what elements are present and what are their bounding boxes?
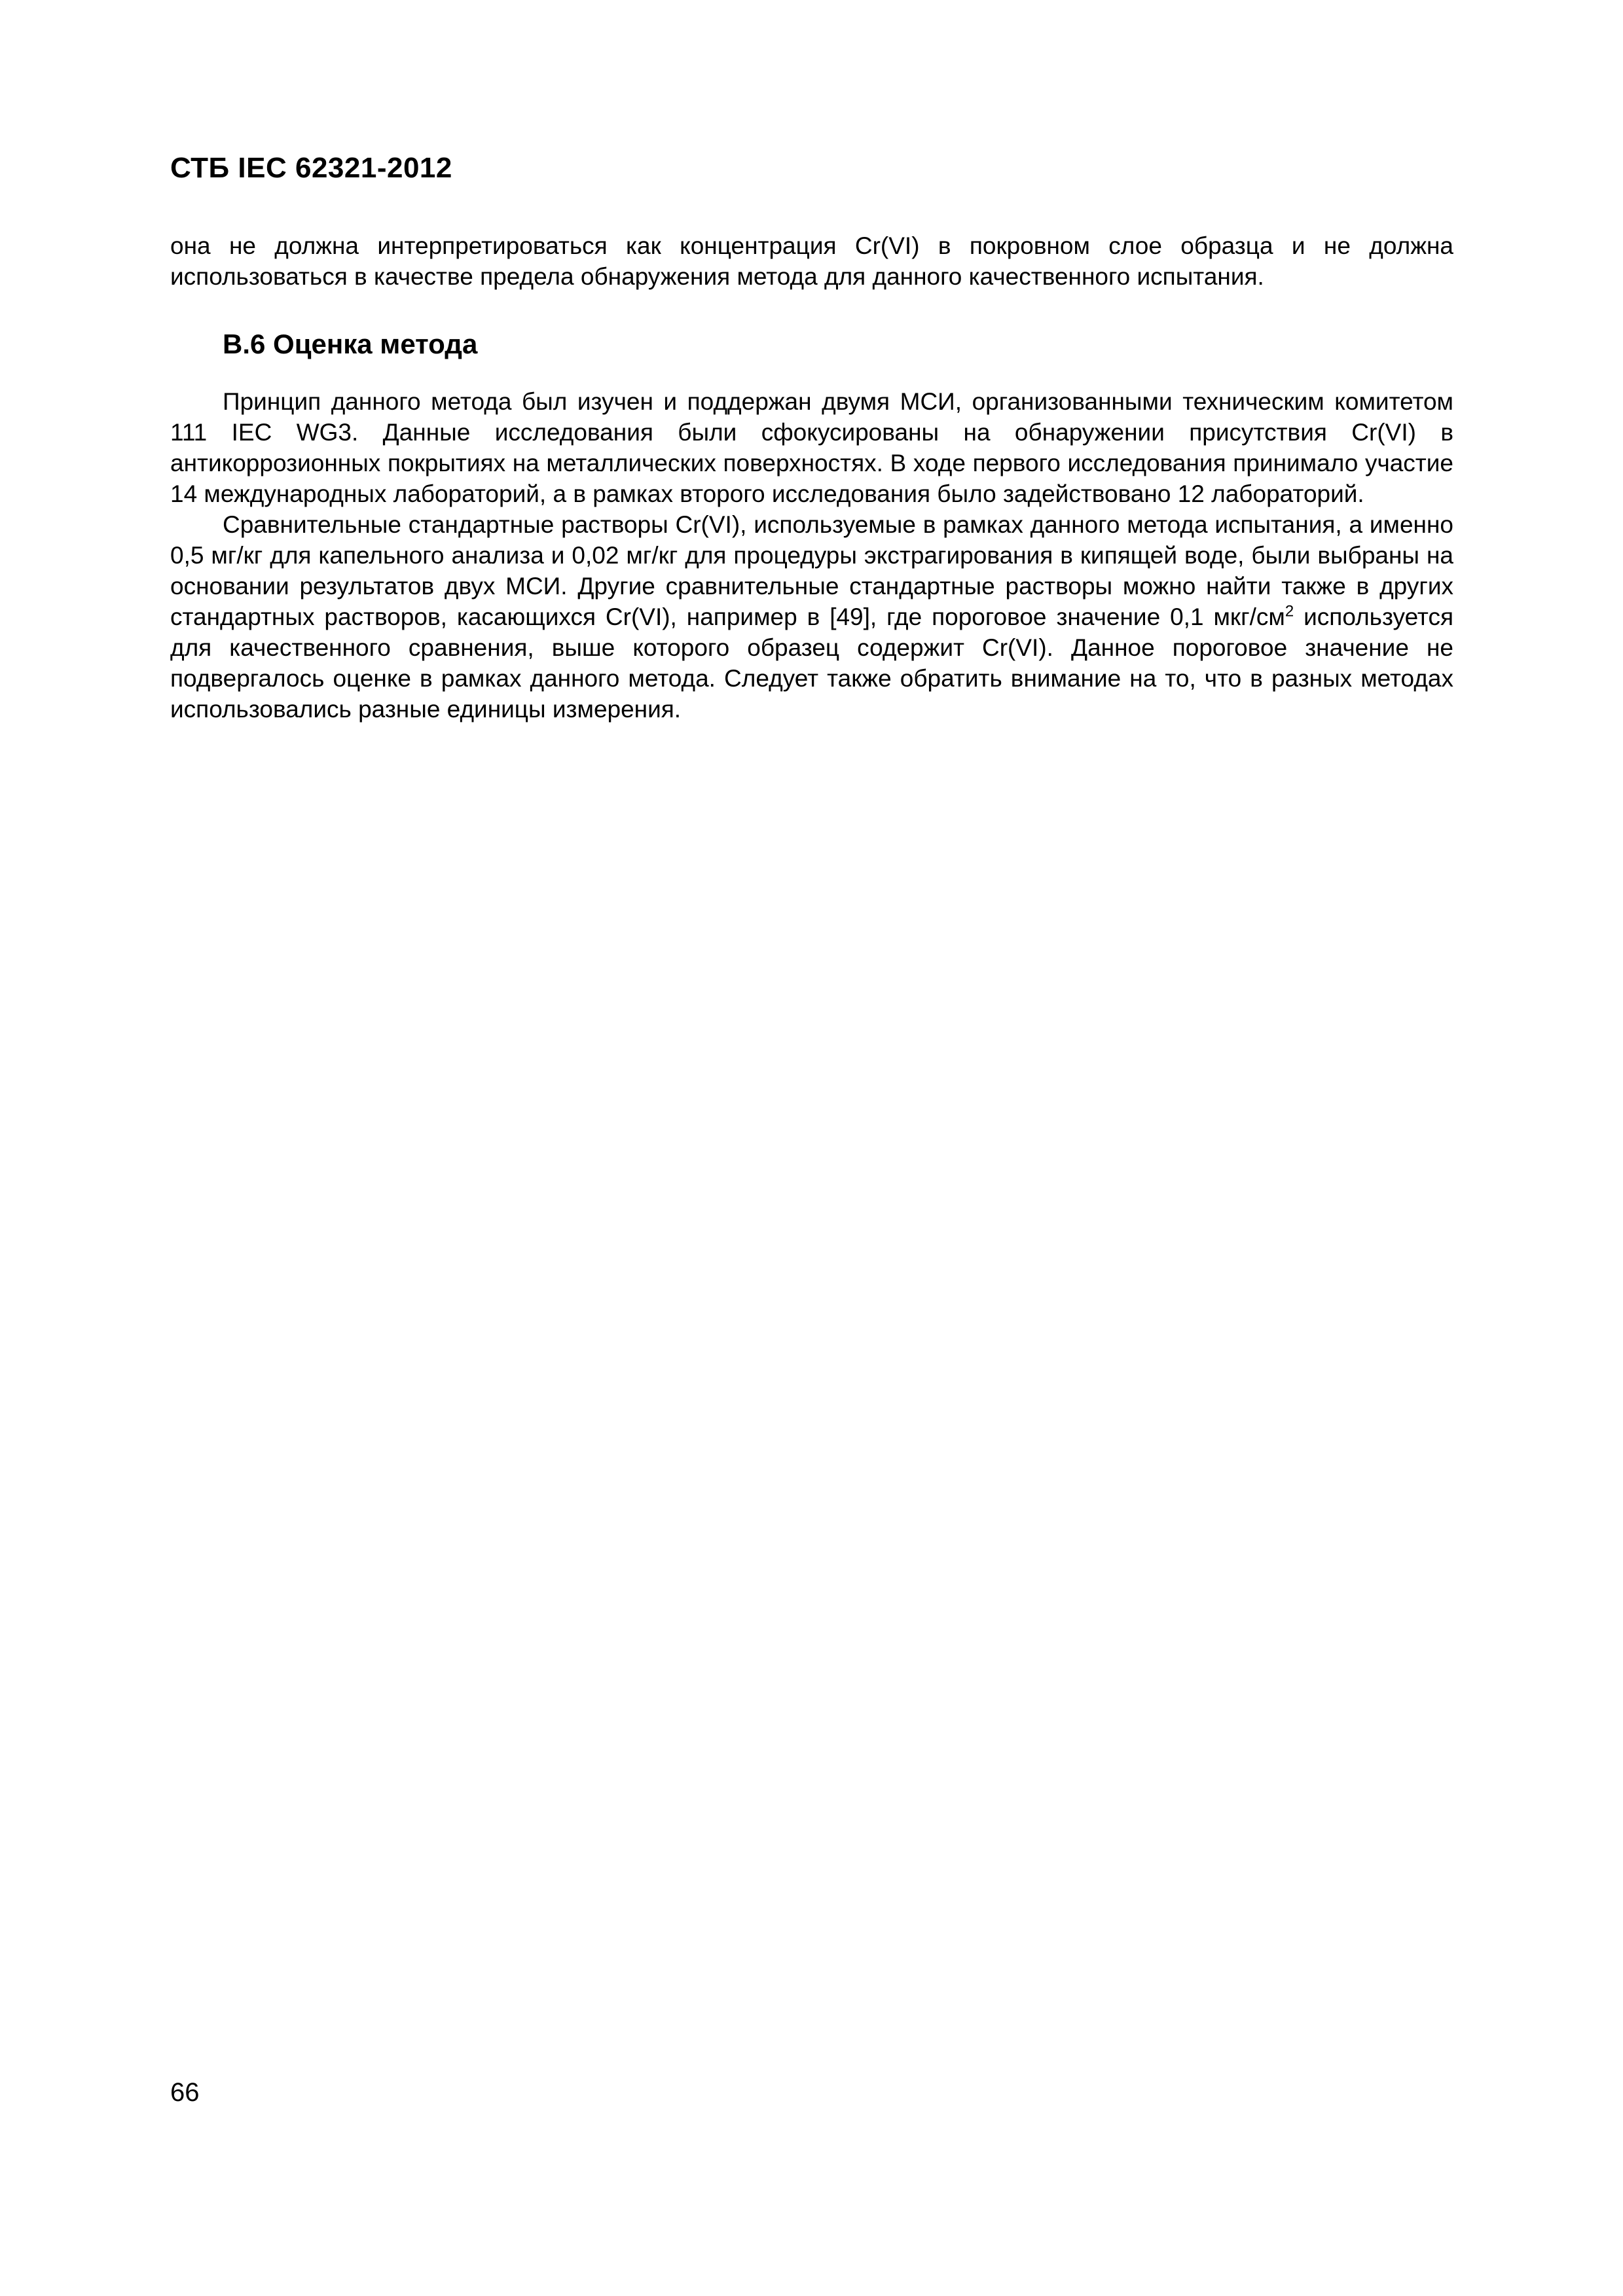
section-body — [170, 386, 1453, 725]
document-header: СТБ IEC 62321-2012 — [170, 152, 452, 184]
page-number: 66 — [170, 2078, 200, 2107]
section-heading: B.6 Оценка метода — [223, 329, 478, 359]
section-paragraph-2 — [170, 509, 1453, 725]
continued-paragraph — [170, 230, 1453, 292]
section-paragraph-1: Принцип данного метода был изучен и поддержан двумя МСИ, организованными техническим комитетом 111 IEC WG3. Данные исследования были сфокусированы на обнаружении присутствия Cr(VI) в антикоррозионных покрытиях на металлических поверхностях. В ходе первого исследования принимало участие 14 международных лабораторий, а в рамках второго исследования было задействовано 12 лабораторий. — [170, 388, 1453, 507]
continued-paragraph-text: она не должна интерпретироваться как концентрация Cr(VI) в покровном слое образца и не должна использоваться в качестве предела обнаружения метода для данного качественного испытания. — [170, 232, 1453, 290]
paragraph-2-part-2: используется для качественного сравнения, выше которого образец содержит Cr(VI). Данное пороговое значение не подвергалось оценке в рамках данного метода. Следует также обратить внимание на то, что в разных методах использовались разные единицы измерения. — [170, 603, 1453, 723]
paragraph-2-part-1: Сравнительные стандартные растворы Cr(VI), используемые в рамках данного метода испытания, а именно 0,5 мг/кг для капельного анализа и 0,02 мг/кг для процедуры экстрагирования в кипящей воде, были выбраны на основании результатов двух МСИ. Другие сравнительные стандартные растворы можно найти также в других стандартных растворов, касающихся Cr(VI), например в [49], где пороговое значение 0,1 мкг/см — [170, 511, 1453, 630]
superscript-2: 2 — [1285, 602, 1294, 620]
